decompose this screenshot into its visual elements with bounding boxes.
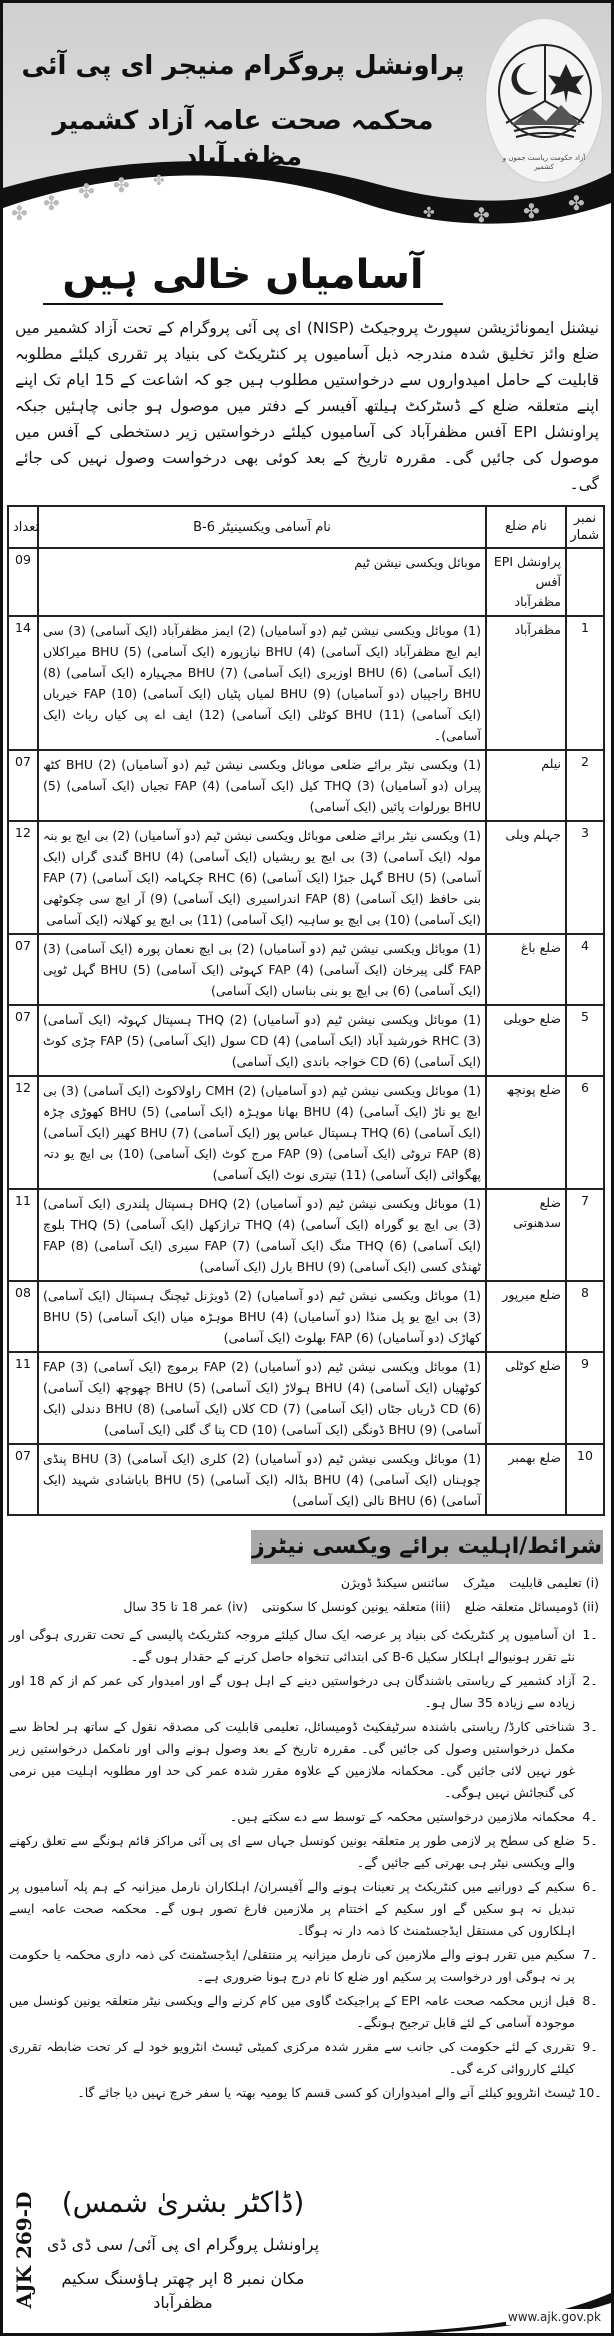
row-posts: (1) موبائل ویکسی نیشن ٹیم (دو آسامیاں) (2) THQ ہسپتال کہوٹہ (ایک آسامی) (3) RHC خورشید آباد (ایک آسامی) (4) CD سول (ایک آسامی) (5) FAP چڑی کوٹ (ایک آسامی) (6) CD خواجہ باندی (ایک آسامی) <box>38 1005 486 1076</box>
row-district: مظفرآباد <box>486 616 566 750</box>
leaf-icon: ✤ <box>153 173 165 189</box>
row-count: 07 <box>8 934 38 1005</box>
condition-text: ان آسامیوں پر کنٹریکٹ کی بنیاد پر عرصہ ایک سال کیلئے مروجہ کنٹریکٹ پالیسی کے تحت تقرری ہوگی اور نئے تقرر ہونیوالے اہلکار سکیل B-6 کی ابتدائی تنخواہ حاصل کرنے کے حقدار ہوں گے۔ <box>9 1627 575 1664</box>
condition-text: تقرری کے لئے حکومت کی جانب سے مقرر شدہ مرکزی کمیٹی ٹیسٹ انٹرویو خود لے کر تحت ضابطہ تقرری کیلئے کارروائی کرے گی۔ <box>9 2039 575 2076</box>
conditions-list <box>9 1624 605 2106</box>
qualification-extra: سائنس سیکنڈ ڈویژن <box>340 1575 449 1590</box>
condition-text: ٹیسٹ انٹرویو کیلئے آنے والے امیدواران کو کسی قسم کا یومیہ بھتہ یا سفر خرچ نہیں دیا جائے گا۔ <box>77 2085 575 2100</box>
table-row <box>8 616 604 750</box>
row-serial: 1 <box>566 616 604 750</box>
row-district: ضلع کوٹلی <box>486 1352 566 1444</box>
row-serial: 9 <box>566 1352 604 1444</box>
row-district: ضلع باغ <box>486 934 566 1005</box>
condition-item <box>9 1876 605 1942</box>
row-posts: موبائل ویکسی نیشن ٹیم <box>38 548 486 616</box>
table-row <box>8 1444 604 1515</box>
conditions-heading: شرائط/اہلیت برائے ویکسی نیٹرز <box>251 1530 603 1564</box>
row-count: 08 <box>8 1281 38 1352</box>
condition-text: آزاد کشمیر کے ریاستی باشندگان ہی درخواستیں دینے کے اہل ہوں گے اور امیدوار کی عمر کم از کم 18 اور زیادہ سے زیادہ 35 سال ہو۔ <box>9 1673 575 1710</box>
condition-item <box>9 1670 605 1714</box>
row-serial: 7 <box>566 1189 604 1281</box>
qualification-label: (i) تعلیمی قابلیت <box>509 1575 599 1590</box>
leaf-icon: ✤ <box>113 173 130 197</box>
intro-paragraph: نیشنل ایمونائزیشن سپورٹ پروجیکٹ (NISP) ای پی آئی پروگرام کے تحت آزاد کشمیر میں ضلع وائز تخلیق شدہ مندرجہ ذیل آسامیوں پر کنٹریکٹ کی بنیاد پر تقرری کیلئے مطلوبہ قابلیت کے حامل امیدواروں سے درخواستیں مطلوب ہیں جو کہ اشاعت کے 15 ایام تک اپنے اپنے متعلقہ ضلع کے ڈسٹرکٹ ہیلتھ آفیسر کے دفتر میں موصول ہو جانی چاہئیں جبکہ پراونشل EPI آفس مظفرآباد کی آسامیوں کیلئے درخواستیں زیر دستخطی کے آفس میں موصول کی جائیں گی۔ مقررہ تاریخ کے بعد کوئی بھی درخواست وصول نہیں کی جائے گی۔ <box>15 319 599 493</box>
header-banner <box>3 3 611 233</box>
condition-number: 6۔ <box>582 1879 598 1894</box>
header-count: تعداد <box>8 506 38 548</box>
department-title: محکمہ صحت عامہ آزاد کشمیر مظفرآباد <box>52 106 434 172</box>
condition-item <box>9 1624 605 1668</box>
condition-item <box>9 1944 605 1988</box>
condition-text: شناختی کارڈ/ ریاستی باشندہ سرٹیفکیٹ ڈومیسائل، تعلیمی قابلیت کی مصدقہ نقول کے ساتھ ہر لحاظ سے مکمل درخواستیں وصول کی جائیں گی۔ مقررہ تاریخ کے بعد وصول ہونے والی اور نامکمل درخواستیں زیر غور نہیں لائی جائیں گی۔ محکمانہ ملازمین کے علاوہ مقرر شدہ عمر کی حد اور مطلوبہ اہلیت میں نرمی کی گنجائش نہیں ہوگی۔ <box>9 1719 575 1800</box>
row-posts: (1) موبائل ویکسی نیشن ٹیم (دو آسامیاں) (2) DHQ ہسپتال پلندری (ایک آسامی) (3) بی ایچ یو گوراہ (ایک آسامی) (4) THQ ترازکھل (ایک آسامی) (5) THQ بلوچ (ایک آسامی) (6) THQ منگ (ایک آسامی) (7) FAP سیری (ایک آسامی) (8) FAP ٹھنڈی کسی (ایک آسامی) (9) BHU بارل (ایک آسامی) <box>38 1189 486 1281</box>
row-serial: 2 <box>566 750 604 821</box>
signatory-designation: پراونشل پروگرام ای پی آئی/ سی ڈی ڈی <box>46 2235 320 2254</box>
row-posts: (1) موبائل ویکسی نیشن ٹیم (دو آسامیاں) (2) ڈویژنل ٹیچنگ ہسپتال (ایک آسامی) (3) بی ایچ یو پل منڈا (دو آسامیاں) (4) BHU موہڑہ میاں (ایک آسامی) (5) BHU کھاڑک (دو آسامیاں) (6) FAP بھلوٹ (ایک آسامی) <box>38 1281 486 1352</box>
table-row <box>8 750 604 821</box>
header-serial: نمبر شمار <box>566 506 604 548</box>
leaf-icon: ✤ <box>473 203 490 227</box>
row-serial: 10 <box>566 1444 604 1515</box>
ajk-emblem-logo: آزاد حکومت ریاست جموں و کشمیر <box>485 18 603 183</box>
domicile-requirement: (ii) ڈومیسائل متعلقہ ضلع <box>464 1599 599 1614</box>
condition-number: 4۔ <box>582 1809 598 1824</box>
table-row <box>8 1005 604 1076</box>
row-count: 12 <box>8 1076 38 1189</box>
table-row <box>8 821 604 934</box>
condition-item <box>9 1990 605 2034</box>
row-count: 12 <box>8 821 38 934</box>
leaf-icon: ✤ <box>78 179 95 203</box>
condition-item <box>9 1806 605 1828</box>
leaf-icon: ✤ <box>423 205 435 221</box>
leaf-icon: ✤ <box>523 199 540 223</box>
office-title: پراونشل پروگرام منیجر ای پی آئی <box>21 51 465 81</box>
condition-text: قبل ازیں محکمہ صحت عامہ EPI کے پراجیکٹ گاوی میں کام کرنے والے ویکسی نیٹر متعلقہ یونین کونسل میں موجودہ آسامی کے لئے قابل ترجیح ہونگے۔ <box>9 1993 575 2030</box>
row-serial: 4 <box>566 934 604 1005</box>
row-posts: (1) ویکسی نیٹر برائے ضلعی موبائل ویکسی نیشن ٹیم (دو آسامیاں) (2) بی ایچ یو بنہ مولہ (ایک آسامی) (3) بی ایچ یو ریشیاں (ایک آسامی) (4) BHU گندی گراں (ایک آسامی) (5) BHU گہل جبڑا (ایک آسامی) (6) RHC چکہامہ (ایک آسامی) (7) FAP بنی حافظ (ایک آسامی) (8) FAP اندراسیری (ایک آسامی) (9) آر ایچ سی چکوٹھی (ایک آسامی) (10) بی ایچ یو ساہیہ (ایک آسامی) (11) بی ایچ یو کھلانہ (ایک آسامی <box>38 821 486 934</box>
condition-number: 10۔ <box>578 2085 602 2100</box>
website-link[interactable]: www.ajk.gov.pk <box>507 2310 601 2324</box>
condition-text: سکیم میں تقرر ہونے والے ملازمین کی نارمل میزانیہ پر منتقلی/ ایڈجسٹمنٹ کی ذمہ داری محکمہ یا حکومت پر نہ ہوگی اور درخواست پر سکیم اور ضلع کا نام درج ہونا ضروری ہے۔ <box>9 1947 575 1984</box>
row-posts: (1) موبائل ویکسی نیشن ٹیم (دو آسامیاں) (2) کلری (ایک آسامی) (3) BHU پنڈی چوہناں (ایک آسامی) (4) BHU بڈالہ (ایک آسامی) (5) BHU باباشادی شہید (ایک آسامی) (6) BHU نالی (ایک آسامی) <box>38 1444 486 1515</box>
signatory-name: (ڈاکٹر بشریٰ شمس) <box>61 2186 305 2219</box>
condition-number: 7۔ <box>582 1947 598 1962</box>
row-count: 07 <box>8 1005 38 1076</box>
leaf-icon: ✤ <box>11 201 28 225</box>
condition-text: سکیم کے دورانیے میں کنٹریکٹ پر تعینات ہونے والے آفیسران/ اہلکاران نارمل میزانیہ کے ہم پلہ آسامیوں پر تبدیل نہ ہو سکیں گے اور سکیم کے اختتام پر ملازمین فارغ تصور ہوں گے۔ محکمہ صحت عامہ ایسے اہلکاروں کی مستقل ایڈجسٹمنٹ کا ذمہ دار نہ ہوگا۔ <box>9 1879 575 1938</box>
table-row <box>8 1076 604 1189</box>
row-district: نیلم <box>486 750 566 821</box>
row-serial: 6 <box>566 1076 604 1189</box>
row-count: 07 <box>8 750 38 821</box>
condition-item <box>9 2036 605 2080</box>
row-district: ضلع میرپور <box>486 1281 566 1352</box>
condition-number: 2۔ <box>582 1673 598 1688</box>
row-count: 14 <box>8 616 38 750</box>
condition-number: 8۔ <box>582 1993 598 2008</box>
ad-code: AJK 269-D <box>12 2191 36 2309</box>
qualification-line-2 <box>15 1596 599 1618</box>
row-posts: (1) موبائل ویکسی نیشن ٹیم (دو آسامیاں) (2) CMH راولاکوٹ (ایک آسامی) (3) بی ایچ یو ناڑ (ایک آسامی) (4) BHU بھانا موہڑہ (ایک آسامی) (5) BHU کھوڑی چڑہ (ایک آسامی) (6) THQ ہسپتال عباس پور (ایک آسامی) (7) BHU کھیر (ایک آسامی) (8) FAP تروٹی (ایک آسامی) (9) FAP مرج کوٹ (ایک آسامی) (10) بی ایچ یو دتہ پھگوائی (ایک آسامی) (11) تیتری نوٹ (ایک آسامی) <box>38 1076 486 1189</box>
condition-item <box>9 1830 605 1874</box>
table-header-row <box>8 506 604 548</box>
vacancies-headline: آسامیاں خالی ہیں <box>43 247 443 305</box>
condition-number: 1۔ <box>582 1627 598 1642</box>
row-district: ضلع پونچھ <box>486 1076 566 1189</box>
signatory-address: مکان نمبر 8 اپر چھتر ہاؤسنگ سکیم مظفرآباد <box>61 2269 305 2312</box>
table-row <box>8 1352 604 1444</box>
footer <box>3 2183 611 2333</box>
row-count: 11 <box>8 1189 38 1281</box>
condition-number: 5۔ <box>582 1833 598 1848</box>
vacancies-table <box>7 505 605 1516</box>
table-row <box>8 1189 604 1281</box>
condition-number: 9۔ <box>582 2039 598 2054</box>
row-count: 09 <box>8 548 38 616</box>
row-serial: 3 <box>566 821 604 934</box>
header-district: نام ضلع <box>486 506 566 548</box>
residence-requirement: (iii) متعلقہ یونین کونسل کا سکونتی <box>261 1599 451 1614</box>
row-district: ضلع حویلی <box>486 1005 566 1076</box>
age-requirement: (iv) عمر 18 تا 35 سال <box>123 1599 248 1614</box>
row-serial <box>566 548 604 616</box>
row-posts: (1) موبائل ویکسی نیشن ٹیم (دو آسامیاں) (2) FAP برموچ (ایک آسامی) (3) FAP کوٹھیاں (ایک آسامی) (4) BHU ہولاڑ (ایک آسامی) (5) BHU چھوچھ (ایک آسامی) (6) CD ڈریاں جٹاں (ایک آسامی) (7) CD کلاں (ایک آسامی) (8) BHU دندلی (ایک آسامی) (9) BHU ڈونگی (ایک آسامی) (10) CD پنا گ گلی (ایک آسامی) <box>38 1352 486 1444</box>
condition-text: محکمانہ ملازمین درخواستیں محکمہ کے توسط سے دے سکتے ہیں۔ <box>229 1809 575 1824</box>
condition-item <box>9 2082 605 2104</box>
header-post: نام آسامی ویکسینیٹر B-6 <box>38 506 486 548</box>
row-posts: (1) موبائل ویکسی نیشن ٹیم (دو آسامیاں) (2) ایمز مظفرآباد (ایک آسامی) (3) سی ایم ایچ مظفرآباد (ایک آسامی) (4) BHU نیازپورہ (ایک آسامی) (5) BHU میراکلاں (ایک آسامی) (6) BHU اوزیری (ایک آسامی) (7) BHU مجہیارہ (ایک آسامی) (8) BHU راجپیاں (دو آسامیاں) (9) BHU لمیاں پٹیاں (ایک آسامی) (10) FAP خیریاں (ایک آسامی) (11) BHU کوٹلی (ایک آسامی) (12) ایف اے پی کیاں ریاٹ (ایک آسامی)۔ <box>38 616 486 750</box>
condition-item <box>9 1716 605 1804</box>
row-posts: (1) ویکسی نیٹر برائے ضلعی موبائل ویکسی نیشن ٹیم (دو آسامیاں) (2) BHU کٹھ پیراں (دو آسامیاں) (3) THQ کیل (ایک آسامی) (4) FAP تجیاں (ایک آسامی) (5) BHU بورلوات پائیں (ایک آسامی) <box>38 750 486 821</box>
qualification-value: میٹرک <box>462 1575 496 1590</box>
table-row <box>8 934 604 1005</box>
row-district: ضلع بھمبر <box>486 1444 566 1515</box>
qualification-line-1 <box>15 1572 599 1594</box>
row-count: 07 <box>8 1444 38 1515</box>
table-row <box>8 548 604 616</box>
condition-text: ضلع کی سطح پر لازمی طور پر متعلقہ یونین کونسل جہاں سے ای پی آئی مراکز قائم ہونگے سے تعلق رکھنے والے ویکسی نیٹر ہی بھرتی کیے جائیں گے۔ <box>9 1833 575 1870</box>
leaf-icon: ✤ <box>43 191 60 215</box>
row-posts: (1) موبائل ویکسی نیشن ٹیم (دو آسامیاں) (2) بی ایچ نعمان پورہ (ایک آسامی) (3) FAP گلی پیرخان (ایک آسامی) (4) FAP کہوٹی (ایک آسامی) (5) BHU گہل ٹوپی (ایک آسامی) (6) بی ایچ یو بنی بناساں (ایک آسامی) <box>38 934 486 1005</box>
row-count: 11 <box>8 1352 38 1444</box>
row-district: ضلع سدھنوتی <box>486 1189 566 1281</box>
leaf-icon: ✤ <box>568 191 585 215</box>
table-row <box>8 1281 604 1352</box>
condition-number: 3۔ <box>582 1719 598 1734</box>
row-district: جہلم ویلی <box>486 821 566 934</box>
row-serial: 8 <box>566 1281 604 1352</box>
row-district: پراونشل EPI آفس مظفرآباد <box>486 548 566 616</box>
row-serial: 5 <box>566 1005 604 1076</box>
